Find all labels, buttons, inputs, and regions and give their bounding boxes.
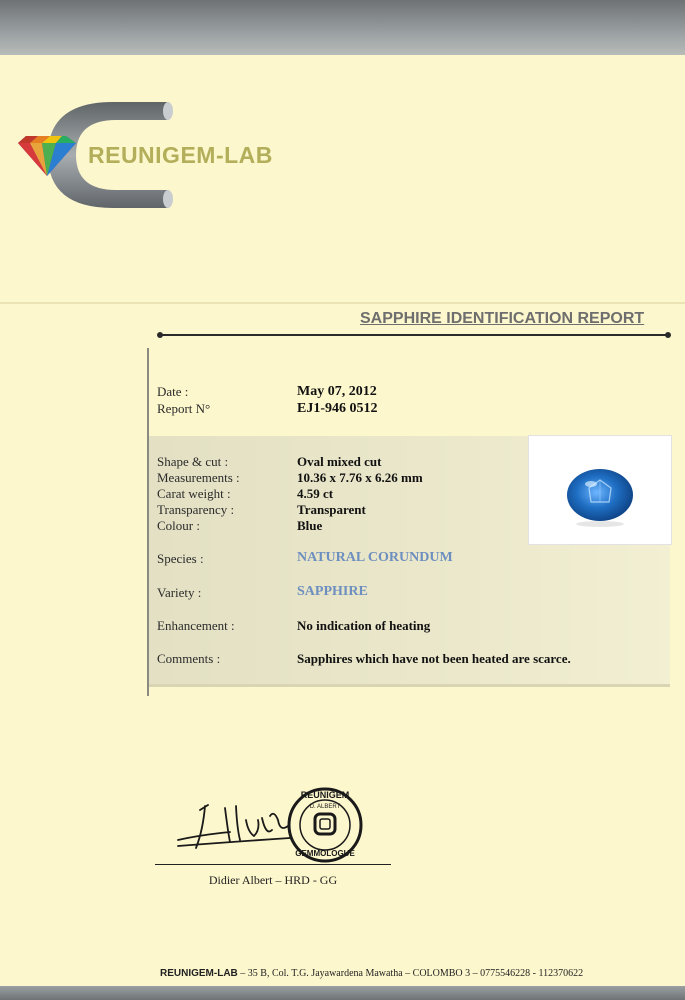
sapphire-gem-icon [529,436,671,544]
date-label: Date : [157,384,189,399]
variety-value: SAPPHIRE [297,584,368,599]
colour-value: Blue [297,518,323,533]
signer-name: Didier Albert – HRD - GG [208,873,338,887]
species-value: NATURAL CORUNDUM [297,550,453,565]
date-value: May 07, 2012 [297,384,377,399]
footer-address-text: – 35 B, Col. T.G. Jayawardena Mawatha – COLOMBO 3 – 0775546228 - 112370622 [237,968,584,979]
panel-shadow [149,684,670,687]
signature-rule [155,864,391,865]
top-band [0,0,685,55]
species-label: Species : [157,551,204,566]
stamp-top-text: REUNIGEM [300,790,350,800]
comments-value: Sapphires which have not been heated are scarce. [297,651,571,666]
enhancement-value: No indication of heating [297,618,431,633]
shape-cut-label: Shape & cut : [157,454,229,469]
stamp-bottom-text: GEMMOLOGUE [295,849,355,858]
transparency-value: Transparent [297,502,366,517]
brand-name: REUNIGEM-LAB [88,142,273,168]
measurements-label: Measurements : [157,470,240,485]
shape-cut-value: Oval mixed cut [297,454,382,469]
measurements-value: 10.36 x 7.76 x 6.26 mm [297,470,423,485]
transparency-label: Transparency : [157,502,235,517]
title-rule [160,334,668,336]
colour-label: Colour : [157,518,200,533]
carat-weight-value: 4.59 ct [297,486,334,501]
gemmologue-stamp-icon [289,789,361,861]
stamp-middle-text: D. ALBERT [309,804,341,810]
gem-photo [528,435,672,545]
variety-label: Variety : [157,585,202,600]
carat-weight-label: Carat weight : [157,486,231,501]
fold-line [0,302,685,304]
bottom-band [0,986,685,1000]
footer-address [160,968,583,979]
footer-brand: REUNIGEM-LAB [160,968,238,979]
report-number-label: Report N° [157,401,211,416]
enhancement-label: Enhancement : [157,618,235,633]
comments-label: Comments : [157,651,221,666]
report-number-value: EJ1-946 0512 [297,401,378,416]
report-title: SAPPHIRE IDENTIFICATION REPORT [360,310,645,327]
